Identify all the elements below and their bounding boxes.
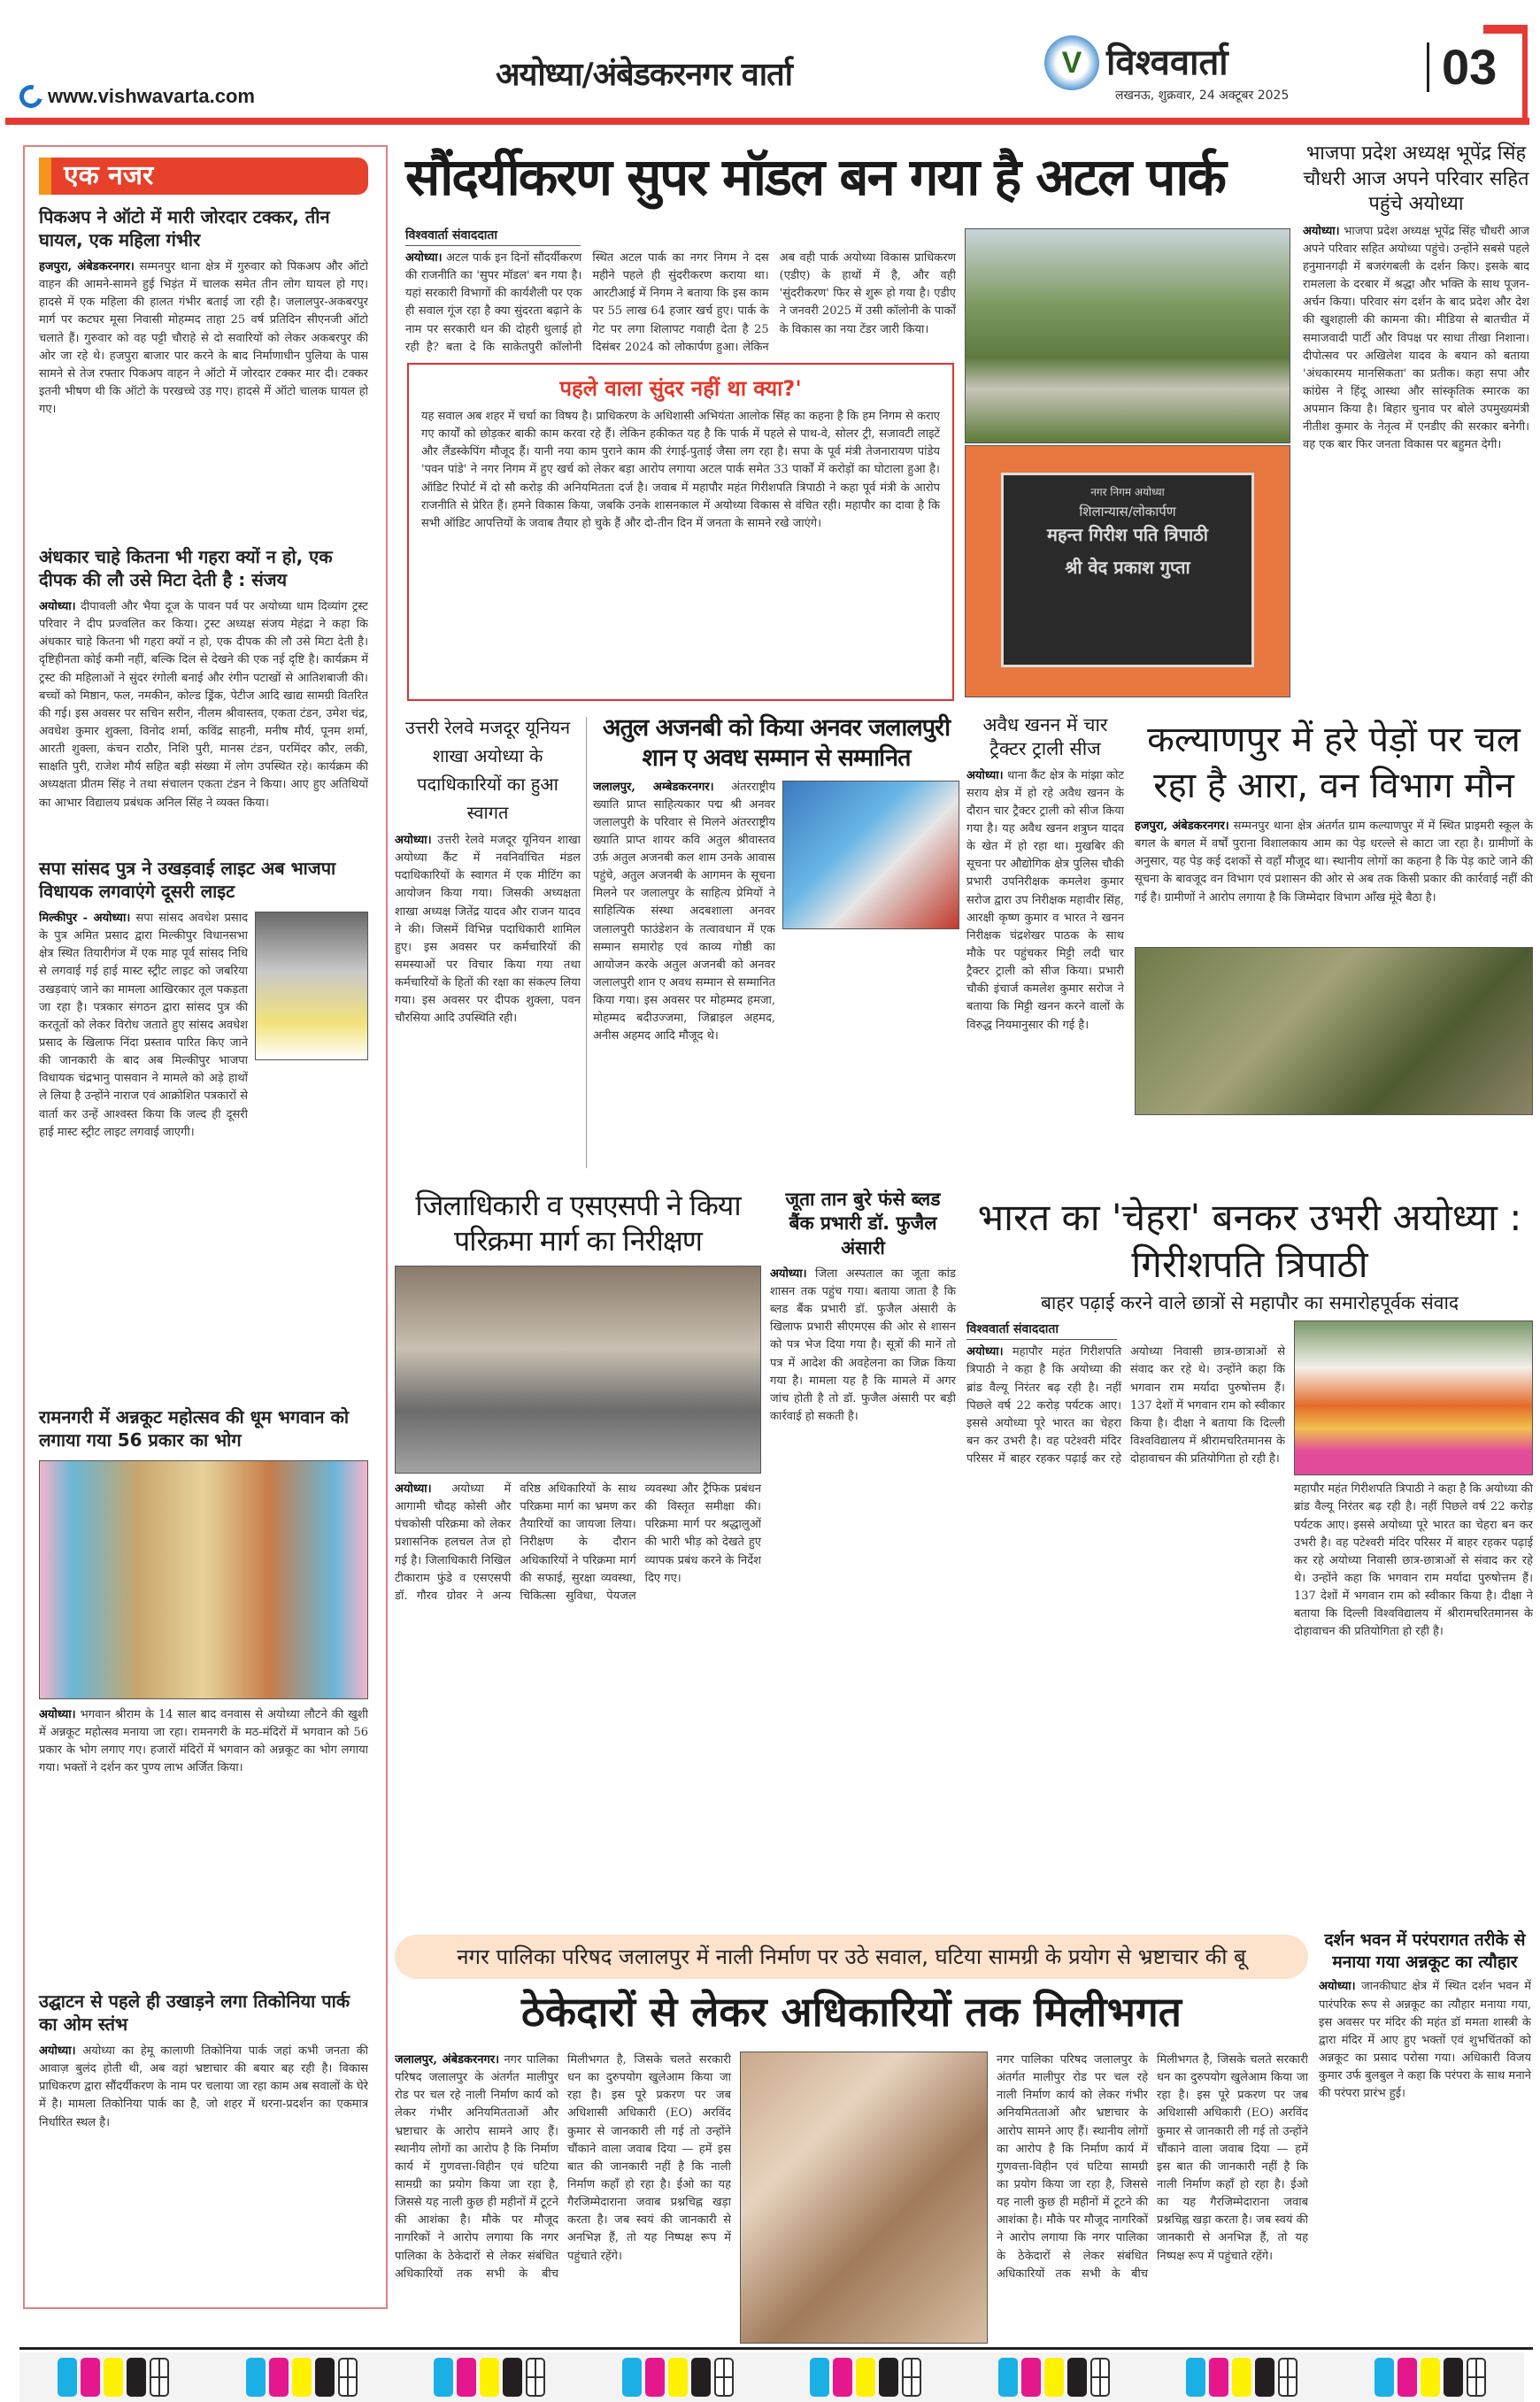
color-swatch: [1374, 2358, 1394, 2397]
color-swatch: [1067, 2358, 1087, 2397]
headline: दर्शन भवन में परंपरागत तरीके से मनाया गया अन्नकूट का त्यौहार: [1324, 1930, 1526, 1972]
cmyk-swatch-group: [622, 2358, 734, 2397]
mla-photo: [255, 912, 368, 1060]
story-darshan-bhawan: [1319, 1929, 1531, 2297]
color-swatch: [127, 2358, 146, 2397]
story-pickup-accident: [39, 205, 368, 586]
cmyk-swatch-group: [434, 2358, 545, 2397]
boxout-body: यह सवाल अब शहर में चर्चा का विषय है। प्राधिकरण के अधिशासी अभियंता आलोक सिंह का कहना है कि हम निगम से कराए गए कार्यों को छोड़कर बाकी काम करवा रहे हैं। लेकिन हकीकत यह है कि पार्क में पहले से पाथ-वे, सोलर ट्री, सजावटी लाइटें और लैंडस्केपिंग मौजूद हैं। यानी नया काम पुराने काम की रंगाई-पुताई जैसा लग रहा है। सपा के पूर्व मंत्री तेजनारायण पांडेय 'पवन पांडे' ने नगर निगम में हुए खर्च को लेकर बड़ा आरोप लगाया अटल पार्क समेत 33 पार्कों में करोड़ों का घोटाला हुआ है। ऑडिट रिपोर्ट में दो सौ करोड़ की अनियमितता दर्ज है। जवाब में महापौर महंत गिरीशपति त्रिपाठी ने कहा पूर्व मंत्री के आरोप राजनीति से प्रेरित हैं। हमने विकास किया, जबकि उनके शासनकाल में अयोध्या विकास से वंचित रही। महापौर का दावा है कि सभी ऑडिट आपत्तियों के जवाब तैयार हो चुके हैं और दो-तीन दिन में जनता के सामने रखे जाएंगे।: [421, 410, 940, 530]
color-swatch: [269, 2358, 289, 2397]
divider: [586, 717, 587, 1168]
story-body: अयोध्या। जानकीघाट क्षेत्र में स्थित दर्शन भवन में पारंपरिक रूप से अन्नकूट का त्यौहार मनाया गया, इस अवसर पर मंदिर की महंत डॉ ममता शास्त्री के द्वारा मंदिर में आए हुए भक्तों एवं शुभचिंतकों को अन्नकूट का प्रसाद परोसा गया। अधिकारी विजय कुमार उर्फ बुलबुल ने कहा कि परंपरा के साथ मनाने की परंपरा प्रारंभ हुई।: [1319, 1980, 1531, 2101]
color-swatch: [691, 2358, 711, 2397]
color-swatch: [1232, 2358, 1251, 2397]
story-railway-union: [395, 713, 581, 1151]
story-blood-bank: [770, 1188, 956, 1885]
story-atul-ajnabi: [593, 713, 959, 1151]
plaque-photo: [965, 445, 1290, 697]
registration-mark-icon: [1090, 2358, 1110, 2397]
color-swatch: [503, 2358, 522, 2397]
story-body: जलालपुर, अम्बेडकरनगर। अंतरराष्ट्रीय ख्याति प्राप्त साहित्यकार पद्म श्री अनवर जलालपुरी के परिवार से मिलने अंतरराष्ट्रीय ख्याति प्राप्त शायर कवि अतुल श्रीवास्तव उर्फ़ अतुल अजनबी कल शाम उनके आवास पहुंचे, अतुल अजनबी के आगमन के सूचना मिलने पर जलालपुर के साहित्य प्रेमियों ने साहित्यिक संस्था अदबशाला अनवर जलालपुरी फाउंडेशन के तत्वावधान में एक सम्मान समारोह एवं काव्य गोष्ठी का आयोजन करके अतुल अजनबी को अनवर जलालपुरी शान ए अवध सम्मान से सम्मानित किया गया। इस अवसर पर मोहम्मद हमजा, मोहम्मद बदीउज्जमा, जिब्राइल अहमद, अनीस अहमद आदि मौजूद थे।: [593, 780, 775, 1043]
color-swatch: [833, 2358, 852, 2397]
color-swatch: [1209, 2358, 1228, 2397]
registration-mark-icon: [150, 2358, 169, 2397]
registration-mark-icon: [1467, 2358, 1486, 2397]
color-swatch: [1421, 2358, 1440, 2397]
browser-e-icon: [15, 81, 47, 112]
color-swatch: [58, 2358, 77, 2397]
color-swatch: [1444, 2358, 1463, 2397]
paper-name: विश्ववार्ता: [1106, 42, 1228, 83]
color-swatch: [480, 2358, 499, 2397]
story-body-cont: महापौर महंत गिरीशपति त्रिपाठी ने कहा है कि अयोध्या की ब्रांड वैल्यू निरंतर बढ़ रही है। नहीं पिछले वर्ष 22 करोड़ पर्यटक आए। इससे अयोध्या पूरे भारत का चेहरा बन कर उभरी है। वह पटेश्वरी मंदिर परिसर में बाहर रहकर पढ़ाई कर रहे अयोध्या निवासी छात्र-छात्राओं से संवाद कर रहे थे। उन्होंने कहा कि भगवान राम मर्यादा पुरुषोत्तम हैं। 137 देशों में भगवान राम को स्वीकार किया है। दीक्षा ने बताया कि दिल्ली विश्वविद्यालय में श्रीरामचरितमानस के दोहावाचन की प्रतियोगिता हो रही है।: [1294, 1482, 1533, 1639]
story-body: अयोध्या। थाना कैंट क्षेत्र के मांझा कोट सराय क्षेत्र में हो रहे अवैध खनन के दौरान चार ट्रैक्टर ट्राली को सीज किया गया है। यह अवैध खनन शत्रुघ्न यादव के खेत में हो रहा था। मुखबिर की सूचना पर औद्योगिक क्षेत्र पुलिस चौकी प्रभारी उपनिरीक्षक कमलेश कुमार सरोज द्वारा उप निरीक्षक महावीर सिंह, आरक्षी कृष्ण कुमार व भारत ने खनन निरीक्षक चंद्रशेखर पाठक के साथ मौके पर पहुंचकर मिट्टी लदी चार ट्रैक्टर ट्राली को सीज किया। प्रभारी चौकी इंचार्ज कमलेश कुमार सरोज ने बताया कि मिट्टी खनन करने वालों के विरुद्ध नियमानुसार की गई है।: [966, 768, 1124, 1032]
headline: अंधकार चाहे कितना भी गहरा क्यों न हो, एक दीपक की लौ उसे मिटा देती है : संजय: [39, 546, 333, 590]
registration-mark-icon: [1278, 2358, 1297, 2397]
color-swatch: [998, 2358, 1018, 2397]
story-body: अयोध्या। जिला अस्पताल का जूता कांड शासन तक पहुंच गया। बताया जाता है कि ब्लड बैंक प्रभारी डॉ. फुजैल अंसारी के खिलाफ प्रभारी सीएमएस की ओर से शासन को पत्र भेज दिया गया है। सूत्रों की मानें तो पत्र में आदेश की अवहेलना का जिक्र किया गया है। मामला यह है कि मामले में अगर जांच होती है तो डॉ. फुजैल अंसारी पर बड़ी कार्रवाई हो सकती है।: [770, 1266, 956, 1424]
story-body-cont: नगर पालिका परिषद जलालपुर के अंतर्गत मालीपुर रोड पर चल रहे नाली निर्माण कार्य को लेकर गंभीर अनियमितताओं और भ्रष्टाचार के आरोप सामने आए हैं। स्थानीय लोगों का आरोप है कि निर्माण कार्य में गुणवत्ता-विहीन एवं घटिया सामग्री का प्रयोग किया जा रहा है, जिससे यह नाली कुछ ही महीनों में टूटने की आशंका है। मौके पर मौजूद नागरिकों ने आरोप लगाया कि नगर पालिका के ठेकेदारों से लेकर संबंधित अधिकारियों तक सभी के बीच मिलीभगत है, जिसके चलते सरकारी धन का दुरुपयोग खुलेआम किया जा रहा है। इस पूरे प्रकरण पर जब अधिशासी अधिकारी (EO) अरविंद कुमार से जानकारी ली गई तो उन्होंने चौंकाने वाला जवाब दिया — हमें इस बात की जानकारी नहीं है कि नाली निर्माण कहाँ हो रहा है। ईओ का यह गैरजिम्मेदाराना जवाब प्रश्नचिह्न खड़ा करता है। जब स्वयं की जानकारी से अनभिज्ञ हैं, तो यह निष्पक्ष रूप में पहुंचाते रहेंगे।: [997, 2053, 1308, 2281]
story-dm-inspection: [395, 1188, 761, 1799]
headline: अवैध खनन में चार ट्रैक्टर ट्राली सीज: [982, 714, 1108, 760]
registration-mark-icon: [338, 2358, 358, 2397]
header-rule: [5, 118, 1529, 125]
inspection-photo: [395, 1266, 761, 1474]
atal-park-photo: [965, 228, 1290, 443]
story-body: अयोध्या। उत्तरी रेलवे मजदूर यूनियन शाखा अयोध्या कैंट में नवनिर्वाचित मंडल पदाधिकारियों के स्वागत में एक मीटिंग का आयोजन किया गया। जिसकी अध्यक्षता शाखा अध्यक्ष जितेंद्र यादव और राजन यादव ने की। जिसमें विभिन्न पदाधिकारी शामिल हुए। इस अवसर पर कर्मचारियों की समस्याओं पर विचार किया गया तथा कर्मचारियों के हितों की रक्षा का संकल्प लिया गया। इस अवसर पर दीपक शुक्ला, पवन चौरसिया आदि उपस्थिति रही।: [395, 834, 581, 1026]
v-logo-icon: V: [1044, 35, 1099, 90]
headline: अतुल अजनबी को किया अनवर जलालपुरी शान ए अवध सम्मान से सम्मानित: [602, 714, 951, 772]
story-body: हजपुरा, अंबेडकरनगर। सम्मनपुर थाना क्षेत्र में गुरुवार को पिकअप और ऑटो वाहन की आमने-सामने हुई भिड़ंत में चालक समेत तीन लोग घायल हो गए। हादसे में एक महिला की हालत गंभीर बताई जा रही है। जलालपुर-अकबरपुर मार्ग पर कटघर मूसा निवासी मोहम्मद ताहा 25 वर्ष प्रतिदिन सीएनजी ऑटो चलाते हैं। गुरुवार को वह पट्टी चौराहे से दो सवारियों को लेकर अकबरपुर की ओर जा रहे थे। हजपुरा बाजार पार करने के बाद निर्माणाधीन पुलिया के पास सामने से तेज रफ्तार पिकअप वाहन ने ऑटो में जोरदार टक्कर मार दी। टक्कर इतनी भीषण थी कि ऑटो के परखच्चे उड़ गए। हादसे में ऑटो चालक घायल हो गए।: [39, 260, 368, 417]
headline: पिकअप ने ऑटो में मारी जोरदार टक्कर, तीन घायल, एक महिला गंभीर: [39, 206, 330, 250]
headline: जूता तान बुरे फंसे ब्लड बैंक प्रभारी डॉ. फुजैल अंसारी: [785, 1189, 941, 1259]
cmyk-swatch-group: [1186, 2358, 1297, 2397]
color-swatch: [622, 2358, 642, 2397]
story-jalalpur-drain: [395, 2052, 1308, 2344]
story-tikoniya-park: [39, 1990, 368, 2344]
headline: भाजपा प्रदेश अध्यक्ष भूपेंद्र सिंह चौधरी आज अपने परिवार सहित पहुंचे अयोध्या: [1303, 142, 1529, 216]
story-annakoot-ramnagri: [39, 1405, 368, 1972]
story-sp-mp-light: [39, 857, 368, 1379]
registration-mark-icon: [526, 2358, 545, 2397]
award-ceremony-photo: [782, 781, 959, 929]
story-body: अयोध्या। दीपावली और भैया दूज के पावन पर्व पर अयोध्या धाम दिव्यांग ट्रस्ट परिवार ने दीप प्रज्वलित कर किया। ट्रस्ट अध्यक्ष संजय मेहंद्रा ने कहा कि अंधकार चाहे कितना भी गहरा क्यों न हो, एक दीपक की लौ उसे मिटा देती है। दृष्टिहीनता कोई कमी नहीं, बल्कि दिल से देखने की एक नई दृष्टि है। कार्यक्रम में ट्रस्ट की महिलाओं ने सुंदर रंगोली बनाई और रंगीन पटाखों से आतिशबाजी की। बच्चों को मिष्ठान, फल, नमकीन, कोल्ड ड्रिंक, पेटीज आदि खाद्य सामग्री वितरित की गई। इस अवसर पर सचिन सरीन, नीलम श्रीवास्तव, एकता टंडन, उमेश चंद्र, अवधेश कुमार शुक्ला, विनोद शर्मा, कविंद्र साहनी, मनीष मौर्य, पूनम शर्मा, आरती शुक्ला, कंचन राठौर, निशि पुरी, मानस टंडन, परमिंदर कौर, लकी, साक्षति पुरी, राजेश मौर्य सहित बड़ी संख्या में लोग उपस्थित रहे। कार्यक्रम की अध्यक्षता प्रीतम सिंह ने तथा संचालन एकता टंडन ने किया। आए हुए अतिथियों का आभार विद्यालय प्रबंधक अनिल सिंह ने व्यक्त किया।: [39, 600, 368, 810]
shilapat-plaque: नगर निगम अयोध्या शिलान्यास/लोकार्पण महन्त गिरीश पति त्रिपाठी श्री वेद प्रकाश गुप्ता: [1001, 473, 1254, 667]
headline: सपा सांसद पुत्र ने उखड़वाई लाइट अब भाजपा विधायक लगवाएंगे दूसरी लाइट: [39, 858, 336, 902]
color-swatch: [645, 2358, 665, 2397]
subheadline: बाहर पढ़ाई करने वाले छात्रों से महापौर का समारोहपूर्वक संवाद: [1040, 1292, 1459, 1313]
story-body: अयोध्या। महापौर महंत गिरीशपति त्रिपाठी ने कहा है कि अयोध्या की ब्रांड वैल्यू निरंतर बढ़ रही है। नहीं पिछले वर्ष 22 करोड़ पर्यटक आए। इससे अयोध्या पूरे भारत का चेहरा बन कर उभरी है। वह पटेश्वरी मंदिर परिसर में बाहर रहकर पढ़ाई कर रहे अयोध्या निवासी छात्र-छात्राओं से संवाद कर रहे थे। उन्होंने कहा कि भगवान राम मर्यादा पुरुषोत्तम हैं। 137 देशों में भगवान राम को स्वीकार किया है। दीक्षा ने बताया कि दिल्ली विश्वविद्यालय में श्रीरामचरितमानस के दोहावाचन की प्रतियोगिता हो रही है।: [966, 1345, 1285, 1467]
headline: भारत का 'चेहरा' बनकर उभरी अयोध्या : गिरीशपति त्रिपाठी: [977, 1196, 1522, 1286]
story-body: अयोध्या। भाजपा प्रदेश अध्यक्ष भूपेंद्र सिंह चौधरी आज अपने परिवार सहित अयोध्या पहुंचे। उन्होंने सबसे पहले हनुमानगढ़ी में बजरंगबली के दर्शन किए। इसके बाद रामलला के दरबार में श्रद्धा और भक्ति के साथ पूजन-अर्चन किया। परिवार संग दर्शन के बाद प्रदेश और देश की खुशहाली की कामना की। मीडिया से बातचीत में समाजवादी पार्टी और विपक्ष पर साधा तीखा निशाना। दीपोत्सव पर अखिलेश यादव के बयान को बताया 'अंधकारमय मानसिकता' का प्रतीक। कहा सपा और कांग्रेस ने हिंदू आस्था और सांस्कृतिक स्मारक का अपमान किया है। बिहार चुनाव पर बोले उपमुख्यमंत्री नीतीश कुमार के नेतृत्व में एनडीए की सरकार बनेगी। वह एक बार फिर जनता विकास पर बहुमत देगी।: [1303, 224, 1529, 452]
story-body: हजपुरा, अंबेडकरनगर। सम्मनपुर थाना क्षेत्र अंतर्गत ग्राम कल्याणपुर में में स्थित प्राइमरी स्कूल के बगल के बगल में वर्षों पुराना विशालकाय आम का पेड़ धरल्ले से काटा जा रहा है। ग्रामीणों के अनुसार, यह पेड़ कई दशकों से वहाँ मौजूद था। स्थानीय लोगों का कहना है कि पेड़ काटे जाने की सूचना के बावजूद वन विभाग एवं प्रशासन की ओर से अब तक किसी प्रकार की कार्रवाई नहीं की गई है। ग्रामीणों ने आरोप लगाया है कि जिम्मेदार विभाग आँख मूंदे बैठा है।: [1135, 820, 1533, 905]
color-swatch: [1044, 2358, 1064, 2397]
color-swatch: [315, 2358, 335, 2397]
lead-story: [405, 227, 956, 365]
bottom-rule: [19, 2347, 1533, 2350]
lead-body: अयोध्या। अटल पार्क इन दिनों सौंदर्यीकरण की राजनीति का 'सुपर मॉडल' बन गया है। यहां सरकारी विभागों की कार्यशैली पर एक ही सवाल गूंज रहा है क्या सुंदरता बढ़ाने के नाम पर सरकारी धन की दोहरी धुलाई हो रही है? बता दे कि साकेतपुरी कॉलोनी स्थित अटल पार्क का नगर निगम ने दस महीने पहले ही सुंदरीकरण कराया था। आरटीआई में निगम ने बताया कि इस काम पर 55 लाख 64 हजार खर्च हुए। पार्क के गेट पर लगा शिलापट गवाही देता है 25 दिसंबर 2024 को लोकार्पण हुआ। लेकिन अब वही पार्क अयोध्या विकास प्राधिकरण (एडीए) के हाथों में है, और वही 'सुंदरीकरण' फिर से शुरू हो गया है। एडीए ने जनवरी 2025 में उसी कॉलोनी के पार्कों के विकास का नया टेंडर जारी किया।: [405, 251, 956, 354]
registration-mark-icon: [714, 2358, 734, 2397]
cmyk-swatch-group: [810, 2358, 921, 2397]
cmyk-swatch-group: [998, 2358, 1110, 2397]
page-number: 03: [1427, 42, 1497, 92]
headline: रामनगरी में अन्नकूट महोत्सव की धूम भगवान को लगाया गया 56 प्रकार का भोग: [39, 1406, 350, 1451]
headline: जिलाधिकारी व एसएसपी ने किया परिक्रमा मार्ग का निरीक्षण: [415, 1189, 741, 1258]
section-title: अयोध्या/अंबेडकरनगर वार्ता: [496, 57, 792, 93]
lead-boxout: [407, 363, 954, 701]
cmyk-color-bar: [19, 2352, 1524, 2402]
headline: कल्याणपुर में हरे पेड़ों पर चल रहा है आरा, वन विभाग मौन: [1147, 720, 1521, 806]
boxout-title: पहले वाला सुंदर नहीं था क्या?': [559, 376, 802, 401]
color-swatch: [879, 2358, 898, 2397]
story-body: मिल्कीपुर - अयोध्या। सपा सांसद अवधेश प्रसाद के पुत्र अमित प्रसाद द्वारा मिल्कीपुर विधानसभा क्षेत्र स्थित तियारीगंज में एक माह पूर्व सांसद निधि से लगवाई गई हाई मास्ट स्ट्रीट लाइट को जबरिया उखड़वाएं जाने का मामला आखिरकार तूल पकड़ता जा रहा है। पत्रकार संगठन द्वारा सांसद पुत्र की करतूतों को लेकर विरोध जताते हुए सांसद अवधेश प्रसाद के खिलाफ निंदा प्रस्ताव पारित किए जाने की जानकारी के बाद अब मिल्कीपुर भाजपा विधायक चंद्रभानु पासवान ने मामले को अड़े हाथों ले लिया है उन्होंने नाराज एवं आक्रोशित पत्रकारों से वार्ता कर उन्हें आश्वस्त किया कि जल्द ही दूसरी हाई मास्ट स्ट्रीट लाइट लगवाई जाएगी।: [39, 912, 248, 1139]
story-bjp-chief: [1303, 142, 1529, 674]
color-swatch: [81, 2358, 100, 2397]
bottom-banner: नगर पालिका परिषद जलालपुर में नाली निर्माण पर उठे सवाल, घटिया सामग्री के प्रयोग से भ्रष्टाचार की बू: [395, 1935, 1308, 1979]
temple-bhog-photo: [39, 1460, 368, 1699]
story-body: जलालपुर, अंबेडकरनगर। नगर पालिका परिषद जलालपुर के अंतर्गत मालीपुर रोड पर चल रहे नाली निर्माण कार्य को लेकर गंभीर अनियमितताओं और भ्रष्टाचार के आरोप सामने आए हैं। स्थानीय लोगों का आरोप है कि निर्माण कार्य में गुणवत्ता-विहीन एवं घटिया सामग्री का प्रयोग किया जा रहा है, जिससे यह नाली कुछ ही महीनों में टूटने की आशंका है। मौके पर मौजूद नागरिकों ने आरोप लगाया कि नगर पालिका के ठेकेदारों से लेकर संबंधित अधिकारियों तक सभी के बीच मिलीभगत है, जिसके चलते सरकारी धन का दुरुपयोग खुलेआम किया जा रहा है। इस पूरे प्रकरण पर जब अधिशासी अधिकारी (EO) अरविंद कुमार से जानकारी ली गई तो उन्होंने चौंकाने वाला जवाब दिया — हमें इस बात की जानकारी नहीं है कि नाली निर्माण कहाँ हो रहा है। ईओ का यह गैरजिम्मेदाराना जवाब प्रश्नचिह्न खड़ा करता है। जब स्वयं की जानकारी से अनभिज्ञ हैं, तो यह निष्पक्ष रूप में पहुंचाते रहेंगे।: [395, 2053, 731, 2281]
color-swatch: [292, 2358, 312, 2397]
color-swatch: [434, 2358, 453, 2397]
story-diwali-deepak: [39, 545, 368, 882]
color-swatch: [104, 2358, 123, 2397]
color-swatch: [1255, 2358, 1274, 2397]
color-swatch: [1398, 2358, 1417, 2397]
mayor-students-photo: [1294, 1320, 1533, 1475]
paper-logo: [1044, 35, 1228, 90]
color-swatch: [1186, 2358, 1205, 2397]
cmyk-swatch-group: [1374, 2358, 1486, 2397]
color-swatch: [668, 2358, 688, 2397]
color-swatch: [856, 2358, 875, 2397]
story-body: अयोध्या। अयोध्या का हेमू कालाणी तिकोनिया पार्क जहां कभी जनता की आवाज़ बुलंद होती थी, अब वहां भ्रष्टाचार की बयार बह रही है। विकास प्राधिकरण द्वारा सौंदर्यीकरण के नाम पर चलाया जा रहा काम अब सवालों के घेरे में है। मामला तिकोनिया पार्क का है, जो शहर में धरना-प्रदर्शन का एकमात्र निर्धारित स्थल है।: [39, 2044, 368, 2129]
color-swatch: [810, 2358, 829, 2397]
story-kalyanpur-trees: [1135, 717, 1533, 1115]
color-swatch: [246, 2358, 266, 2397]
byline: विश्ववार्ता संवाददाता: [966, 1320, 1117, 1340]
website-url[interactable]: www.vishwavarta.com: [19, 85, 255, 108]
cmyk-swatch-group: [58, 2358, 169, 2397]
story-body: अयोध्या। अयोध्या में आगामी चौदह कोसी और पंचकोसी परिक्रमा को लेकर प्रशासनिक हलचल तेज हो गई है। जिलाधिकारी निखिल टीकाराम फुंडे व एसएसपी डॉ. गौरव ग्रोवर ने अन्य वरिष्ठ अधिकारियों के साथ परिक्रमा मार्ग का भ्रमण कर तैयारियों का जायजा लिया। निरीक्षण के दौरान अधिकारियों ने परिक्रमा मार्ग की सफाई, सुरक्षा व्यवस्था, चिकित्सा सुविधा, पेयजल व्यवस्था और ट्रैफिक प्रबंधन की विस्तृत समीक्षा की। परिक्रमा मार्ग पर श्रद्धालुओं की भारी भीड़ को देखते हुए व्यापक प्रबंध करने के निर्देश दिए गए।: [395, 1482, 761, 1603]
dateline: लखनऊ, शुक्रवार, 24 अक्टूबर 2025: [1115, 89, 1290, 103]
bottom-headline: ठेकेदारों से लेकर अधिकारियों तक मिलीभगत: [520, 1988, 1182, 2036]
bricks-photo: [740, 2052, 988, 2344]
headline: उद्घाटन से पहले ही उखाड़ने लगा तिकोनिया पार्क का ओम स्तंभ: [39, 1990, 350, 2035]
story-mayor-students: [966, 1195, 1533, 1919]
cmyk-swatch-group: [246, 2358, 358, 2397]
story-illegal-mining: [966, 713, 1124, 1148]
registration-mark-icon: [902, 2358, 921, 2397]
color-swatch: [457, 2358, 476, 2397]
lead-headline: सौंदर्यीकरण सुपर मॉडल बन गया है अटल पार्क: [405, 147, 1225, 207]
headline: उत्तरी रेलवे मजदूर यूनियन शाखा अयोध्या के पदाधिकारियों का हुआ स्वागत: [404, 717, 571, 823]
ek-nazar-label: एक नजर: [39, 158, 368, 195]
color-swatch: [1021, 2358, 1041, 2397]
lead-byline: विश्ववार्ता संवाददाता: [405, 227, 581, 246]
cut-tree-photo: [1135, 947, 1533, 1115]
story-body: अयोध्या। भगवान श्रीराम के 14 साल बाद वनवास से अयोध्या लौटने की खुशी में अन्नकूट महोत्सव मनाया जा रहा। रामनगरी के मठ-मंदिरों में भगवान को 56 प्रकार के भोग लगाए गए। हजारों मंदिरों में भगवान को अन्नकूट का भोग लगाया गया। भक्तों ने दर्शन कर पुण्य लाभ अर्जित किया।: [39, 1708, 368, 1775]
